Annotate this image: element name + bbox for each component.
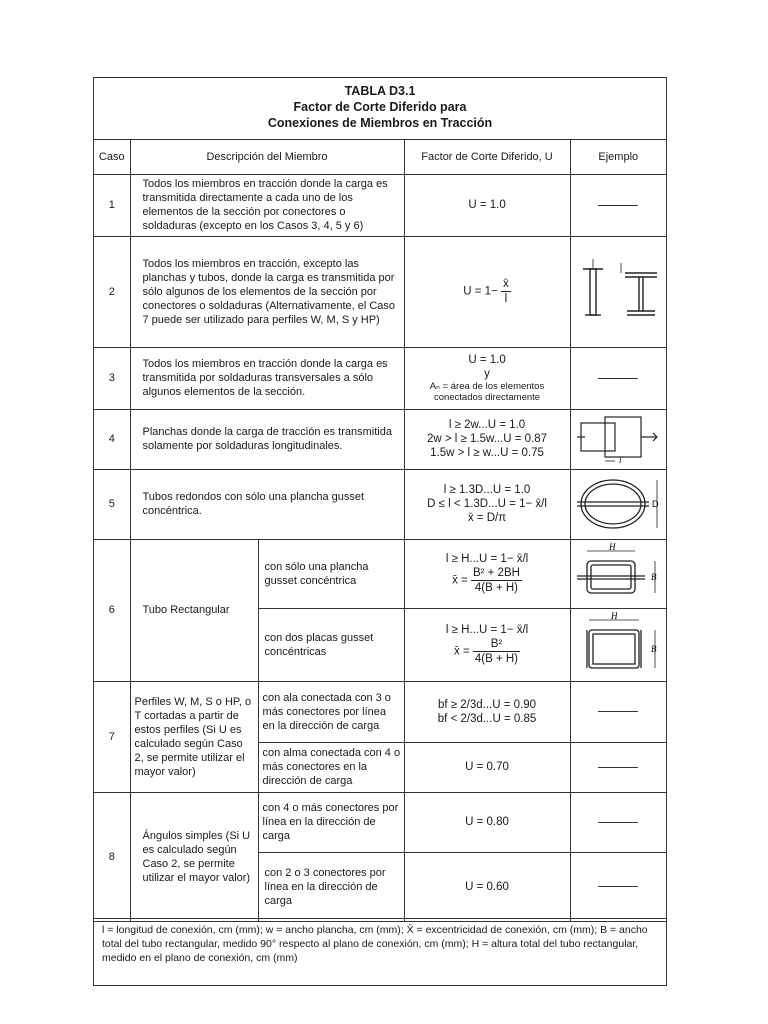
- caso-cell: 5: [94, 469, 130, 539]
- caso-cell: 8: [94, 792, 130, 921]
- figure-label-b: B: [651, 571, 657, 582]
- factor-cell: U = 0.70: [404, 742, 570, 792]
- example-cell: [570, 608, 666, 681]
- example-cell: [570, 681, 666, 742]
- caso-cell: 3: [94, 347, 130, 409]
- description-cell: Tubos redondos con sólo una plancha gusset concéntrica.: [130, 469, 404, 539]
- example-cell: [570, 409, 666, 469]
- description-cell: Todos los miembros en tracción donde la carga es transmitida por soldaduras transversales a sólo algunos elementos de la sección.: [130, 347, 404, 409]
- fraction-denominator: l: [504, 293, 508, 305]
- factor-line: 2w > l ≥ 1.5w...U = 0.87: [426, 433, 548, 445]
- header-row: [94, 140, 666, 174]
- example-cell: [570, 347, 666, 409]
- factor-line: l ≥ 1.3D...U = 1.0: [443, 484, 531, 496]
- tee-and-wide-flange-sections-figure: [573, 257, 663, 327]
- title-line-3: Conexiones de Miembros en Tracción: [267, 116, 493, 130]
- header-ejemplo: Ejemplo: [570, 140, 666, 174]
- table-document: [93, 77, 667, 986]
- factor-cell: [404, 681, 570, 742]
- description-cell: Ángulos simples (Si U es calculado según Caso 2, se permite utilizar el mayor valor): [130, 792, 258, 921]
- description-cell: Tubo Rectangular: [130, 539, 258, 681]
- shear-lag-table: [94, 140, 666, 922]
- subdescription-cell: con 2 o 3 conectores por línea en la dirección de carga: [258, 852, 404, 921]
- header-factor: Factor de Corte Diferido, U: [404, 140, 570, 174]
- table-row: [94, 681, 666, 742]
- table-row: [94, 174, 666, 236]
- rect-tube-double-gusset-figure: [573, 612, 663, 678]
- factor-cell: U = 1.0: [404, 174, 570, 236]
- fraction-numerator: B² + 2BH: [472, 567, 520, 579]
- factor-cell: [404, 409, 570, 469]
- formula-lhs: x̄ =: [454, 645, 470, 658]
- subdescription-cell: con dos placas gusset concéntricas: [258, 608, 404, 681]
- factor-fraction: [471, 566, 522, 595]
- dash-mark: [598, 767, 638, 768]
- dash-mark: [598, 205, 638, 206]
- caso-cell: 7: [94, 681, 130, 792]
- rect-tube-single-gusset-figure: [573, 543, 663, 605]
- factor-line: x̄ = D/π: [467, 512, 507, 524]
- caso-cell: 1: [94, 174, 130, 236]
- factor-cell: [404, 539, 570, 608]
- factor-cell: U = 0.80: [404, 792, 570, 852]
- figure-label-h: H: [611, 611, 618, 621]
- header-caso: Caso: [94, 140, 130, 174]
- table-row: [94, 347, 666, 409]
- table-footnote: l = longitud de conexión, cm (mm); w = ancho plancha, cm (mm); X̄ = excentricidad de conexión, cm (mm); B = ancho total del tubo rectangular, medido 90° respecto al plano de conexión, cm (mm); H = altura total del tubo rectangular, medido en el plano de conexión, cm (mm): [94, 918, 666, 985]
- dash-mark: [598, 711, 638, 712]
- factor-prefix: U = 1−: [463, 285, 498, 298]
- example-cell: [570, 742, 666, 792]
- caso-cell: 6: [94, 539, 130, 681]
- factor-cell: [404, 469, 570, 539]
- factor-line: l ≥ 2w...U = 1.0: [448, 419, 526, 431]
- factor-line: D ≤ l < 1.3D...U = 1− x̄/l: [427, 498, 547, 510]
- formula-lhs: x̄ =: [452, 574, 468, 587]
- factor-cell: U = 0.60: [404, 852, 570, 921]
- table-row: [94, 539, 666, 608]
- table-row: [94, 409, 666, 469]
- factor-line: conectados directamente: [433, 392, 541, 403]
- factor-line: l ≥ H...U = 1− x̄/l: [445, 624, 529, 636]
- title-line-2: Factor de Corte Diferido para: [293, 100, 467, 114]
- example-cell: [570, 174, 666, 236]
- subdescription-cell: con alma conectada con 4 o más conectores en la dirección de carga: [258, 742, 404, 792]
- plate-longitudinal-weld-figure: [575, 413, 661, 465]
- fraction-numerator: B²: [473, 637, 520, 652]
- subdescription-cell: con sólo una plancha gusset concéntrica: [258, 539, 404, 608]
- figure-label-l: l: [619, 455, 622, 465]
- example-cell: [570, 792, 666, 852]
- factor-line: bf < 2/3d...U = 0.85: [437, 712, 537, 725]
- description-cell: Todos los miembros en tracción, excepto las planchas y tubos, donde la carga es transmitida por sólo algunos de los elementos de la sección por conectores o soldaduras (Alternativamente, el Caso 7 puede ser utilizado para perfiles W, M, S y HP): [130, 236, 404, 347]
- factor-cell: [404, 236, 570, 347]
- example-cell: [570, 236, 666, 347]
- factor-line: y: [484, 368, 490, 380]
- fraction-denominator: 4(B + H): [474, 653, 519, 665]
- table-title: [94, 78, 666, 140]
- factor-cell: [404, 347, 570, 409]
- figure-label-d: D: [652, 499, 659, 509]
- example-cell: [570, 852, 666, 921]
- round-tube-gusset-figure: [573, 473, 663, 535]
- factor-fraction: [473, 637, 520, 666]
- factor-line: Aₙ = área de los elementos: [429, 381, 545, 392]
- factor-line: bf ≥ 2/3d...U = 0.90: [437, 698, 537, 711]
- title-line-1: TABLA D3.1: [344, 84, 416, 98]
- table-row: [94, 469, 666, 539]
- dash-mark: [598, 886, 638, 887]
- header-descripcion: Descripción del Miembro: [130, 140, 404, 174]
- factor-line: 1.5w > l ≥ w...U = 0.75: [430, 447, 544, 459]
- description-cell: Todos los miembros en tracción donde la carga es transmitida directamente a cada uno de los elementos de la sección por conectores o soldaduras (excepto en los Casos 3, 4, 5 y 6): [130, 174, 404, 236]
- caso-cell: 2: [94, 236, 130, 347]
- fraction-denominator: 4(B + H): [474, 582, 519, 594]
- table-row: [94, 236, 666, 347]
- subdescription-cell: con ala conectada con 3 o más conectores por línea en la dirección de carga: [258, 681, 404, 742]
- factor-fraction: [501, 277, 511, 306]
- factor-formula: [405, 566, 570, 595]
- caso-cell: 4: [94, 409, 130, 469]
- example-cell: [570, 539, 666, 608]
- figure-label-b: B: [651, 643, 657, 654]
- description-cell: Planchas donde la carga de tracción es transmitida solamente por soldaduras longitudinales.: [130, 409, 404, 469]
- subdescription-cell: con 4 o más conectores por línea en la dirección de carga: [258, 792, 404, 852]
- factor-cell: [404, 608, 570, 681]
- factor-formula: [405, 637, 570, 666]
- dash-mark: [598, 378, 638, 379]
- factor-line: U = 1.0: [468, 354, 506, 366]
- example-cell: [570, 469, 666, 539]
- dash-mark: [598, 822, 638, 823]
- description-cell: Perfiles W, M, S o HP, o T cortadas a partir de estos perfiles (Si U es calculado según Caso 2, se permite utilizar el mayor valor): [130, 681, 258, 792]
- fraction-numerator: x̄: [503, 278, 509, 290]
- factor-line: l ≥ H...U = 1− x̄/l: [445, 553, 529, 565]
- figure-label-h: H: [609, 542, 616, 552]
- table-row: [94, 792, 666, 852]
